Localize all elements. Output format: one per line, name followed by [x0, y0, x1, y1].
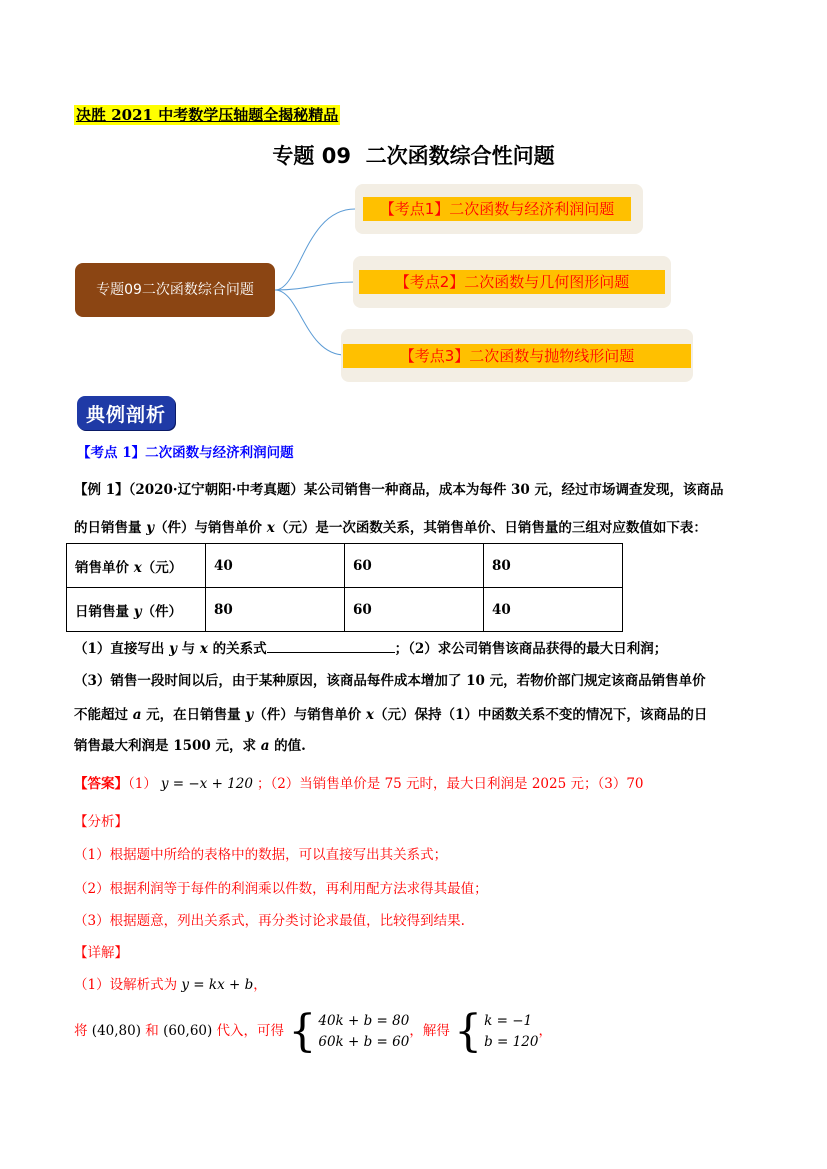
question-3-line-3: 销售最大利润是 1500 元，求 a 的值. — [74, 738, 306, 754]
var-y: y — [146, 520, 155, 536]
table-cell: 60 — [345, 588, 484, 632]
answer-formula: y = −x + 120 — [160, 776, 253, 792]
equation-1: 40k + b = 80 — [318, 1012, 410, 1029]
mindmap-branch-1 — [355, 184, 643, 234]
example-line-1: 【例 1】（2020·辽宁朝阳·中考真题）某公司销售一种商品，成本为每件 30 元，经过市场调查发现，该商品 — [74, 482, 724, 498]
table-cell: 80 — [484, 544, 623, 588]
equation-2: 60k + b = 60 — [318, 1033, 410, 1050]
table-cell-label: 销售单价 x（元） — [67, 544, 206, 588]
series-tag: 决胜 2021 中考数学压轴题全揭秘精品 — [76, 106, 339, 124]
mindmap-root-label: 专题09二次函数综合问题 — [96, 282, 254, 298]
mindmap-branch-2 — [353, 256, 671, 308]
table-cell: 80 — [206, 588, 345, 632]
var-x: x — [266, 520, 275, 536]
table-row — [67, 588, 623, 632]
topic-heading: 【考点 1】二次函数与经济利润问题 — [77, 445, 294, 461]
table-cell-label: 日销售量 y（件） — [67, 588, 206, 632]
question-3-line-2: 不能超过 a 元，在日销售量 y（件）与销售单价 x（元）保持（1）中函数关系不变的情况下，该商品的日 — [74, 707, 708, 723]
point-2: (60,60) — [163, 1023, 213, 1039]
mindmap-branch-3-label: 【考点3】二次函数与抛物线形问题 — [343, 344, 691, 368]
point-1: (40,80) — [91, 1023, 141, 1039]
mindmap-branch-1-label: 【考点1】二次函数与经济利润问题 — [363, 197, 631, 221]
analysis-line-1: （1）根据题中所给的表格中的数据，可以直接写出其关系式； — [74, 847, 448, 863]
data-table — [66, 543, 623, 632]
detail-line-2: 将 (40,80) 和 (60,60) 代入，可得 { 40k + b = 80 60k + b = 60 ，解得 { k = −1 b = 120 ， — [74, 1005, 552, 1057]
answer-blank — [267, 638, 395, 653]
table-cell: 60 — [345, 544, 484, 588]
equation-system: { 40k + b = 80 60k + b = 60 — [288, 1005, 410, 1057]
solution-system: { k = −1 b = 120 — [454, 1005, 539, 1057]
question-1: （1）直接写出 y 与 x 的关系式 ；（2）求公司销售该商品获得的最大日利润； — [74, 638, 667, 659]
analysis-line-2: （2）根据利润等于每件的利润乘以件数，再利用配方法求得其最值； — [74, 881, 488, 897]
detail-line-1: （1）设解析式为 y = kx + b， — [74, 977, 267, 993]
solution-2: b = 120 — [484, 1033, 539, 1050]
example-line-2: 的日销售量 y（件）与销售单价 x（元）是一次函数关系，其销售单价、日销售量的三组对应数值如下表： — [74, 520, 707, 536]
mindmap-branch-2-label: 【考点2】二次函数与几何图形问题 — [359, 270, 665, 294]
detail-formula: y = kx + b — [181, 977, 254, 993]
detail-label: 【详解】 — [74, 945, 128, 961]
question-3-line-1: （3）销售一段时间以后，由于某种原因，该商品每件成本增加了 10 元，若物价部门规定该商品销售单价 — [74, 673, 706, 689]
table-cell: 40 — [484, 588, 623, 632]
mindmap-branch-3 — [341, 329, 693, 382]
answer-label: 【答案】 — [74, 776, 128, 792]
section-badge: 典例剖析 — [77, 396, 175, 430]
analysis-label: 【分析】 — [74, 814, 128, 830]
analysis-line-3: （3）根据题意，列出关系式，再分类讨论求最值，比较得到结果. — [74, 913, 465, 929]
table-cell: 40 — [206, 544, 345, 588]
document-title: 专题 09 二次函数综合性问题 — [272, 144, 555, 168]
solution-1: k = −1 — [484, 1012, 533, 1029]
answer-line: 【答案】（1） y = −x + 120 ；（2）当销售单价是 75 元时，最大日利润是 2025 元；（3）70 — [74, 776, 644, 792]
mindmap-root-node — [75, 263, 275, 317]
table-row — [67, 544, 623, 588]
